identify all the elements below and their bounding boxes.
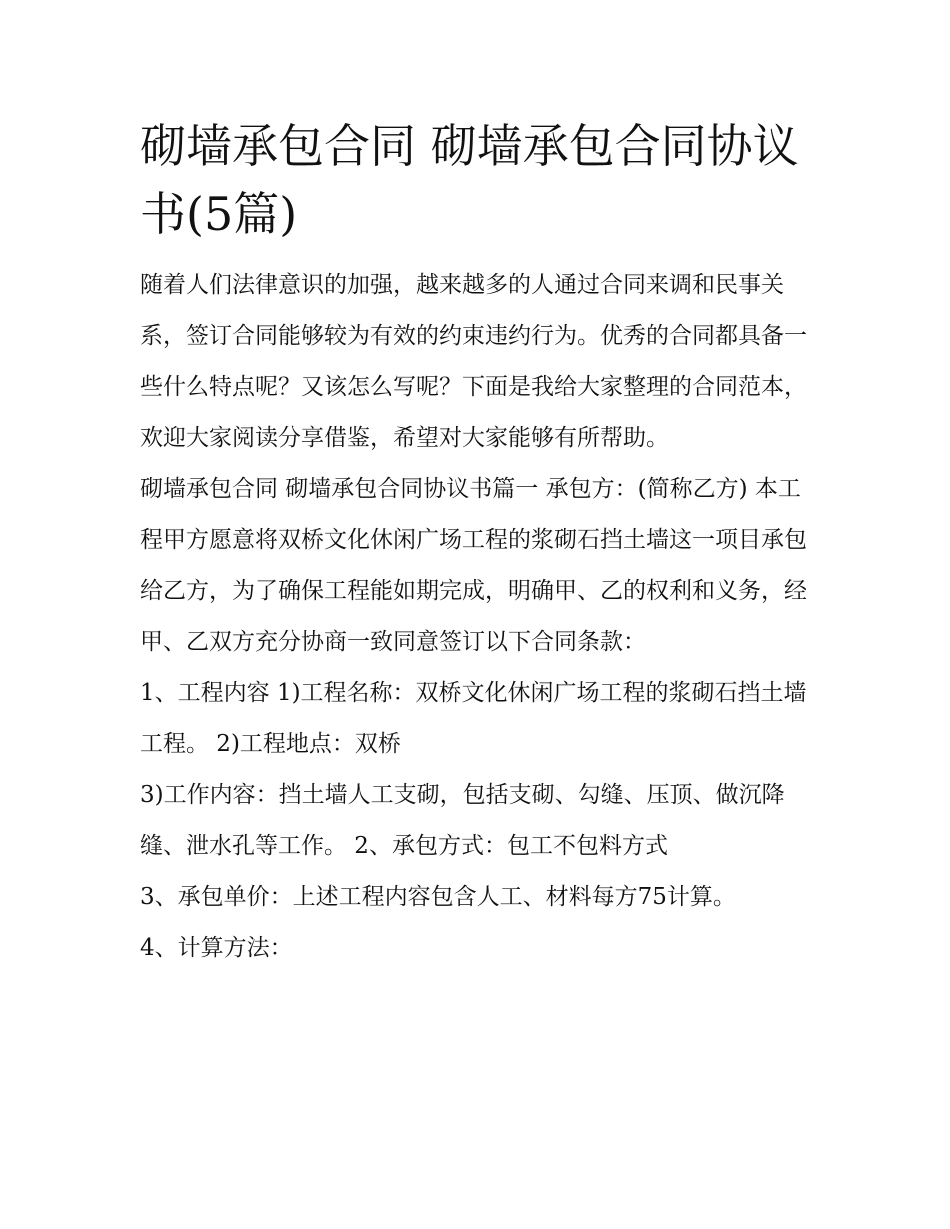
- clause-work-content: 3)工作内容：挡土墙人工支砌，包括支砌、勾缝、压顶、做沉降缝、泄水孔等工作。 2、承包方式：包工不包料方式: [140, 782, 785, 859]
- document-title: 砌墙承包合同 砌墙承包合同协议书(5篇): [140, 119, 799, 241]
- clause-calculation-method: 4、计算方法：: [140, 935, 293, 961]
- clause-project-content: 1、工程内容 1)工程名称：双桥文化休闲广场工程的浆砌石挡土墙工程。 2)工程地点：双桥: [140, 680, 807, 757]
- clause-unit-price: 3、承包单价：上述工程内容包含人工、材料每方75计算。: [140, 884, 736, 910]
- contract-preamble-paragraph: 砌墙承包合同 砌墙承包合同协议书篇一 承包方：(简称乙方) 本工程甲方愿意将双桥文化休闲广场工程的浆砌石挡土墙这一项目承包给乙方，为了确保工程能如期完成，明确甲、乙的权利和义务，经甲、乙双方充分协商一致同意签订以下合同条款：: [140, 476, 807, 655]
- document-body: [140, 112, 812, 974]
- intro-paragraph: 随着人们法律意识的加强，越来越多的人通过合同来调和民事关系，签订合同能够较为有效的约束违约行为。优秀的合同都具备一些什么特点呢？又该怎么写呢？下面是我给大家整理的合同范本，欢迎大家阅读分享借鉴，希望对大家能够有所帮助。: [140, 272, 807, 451]
